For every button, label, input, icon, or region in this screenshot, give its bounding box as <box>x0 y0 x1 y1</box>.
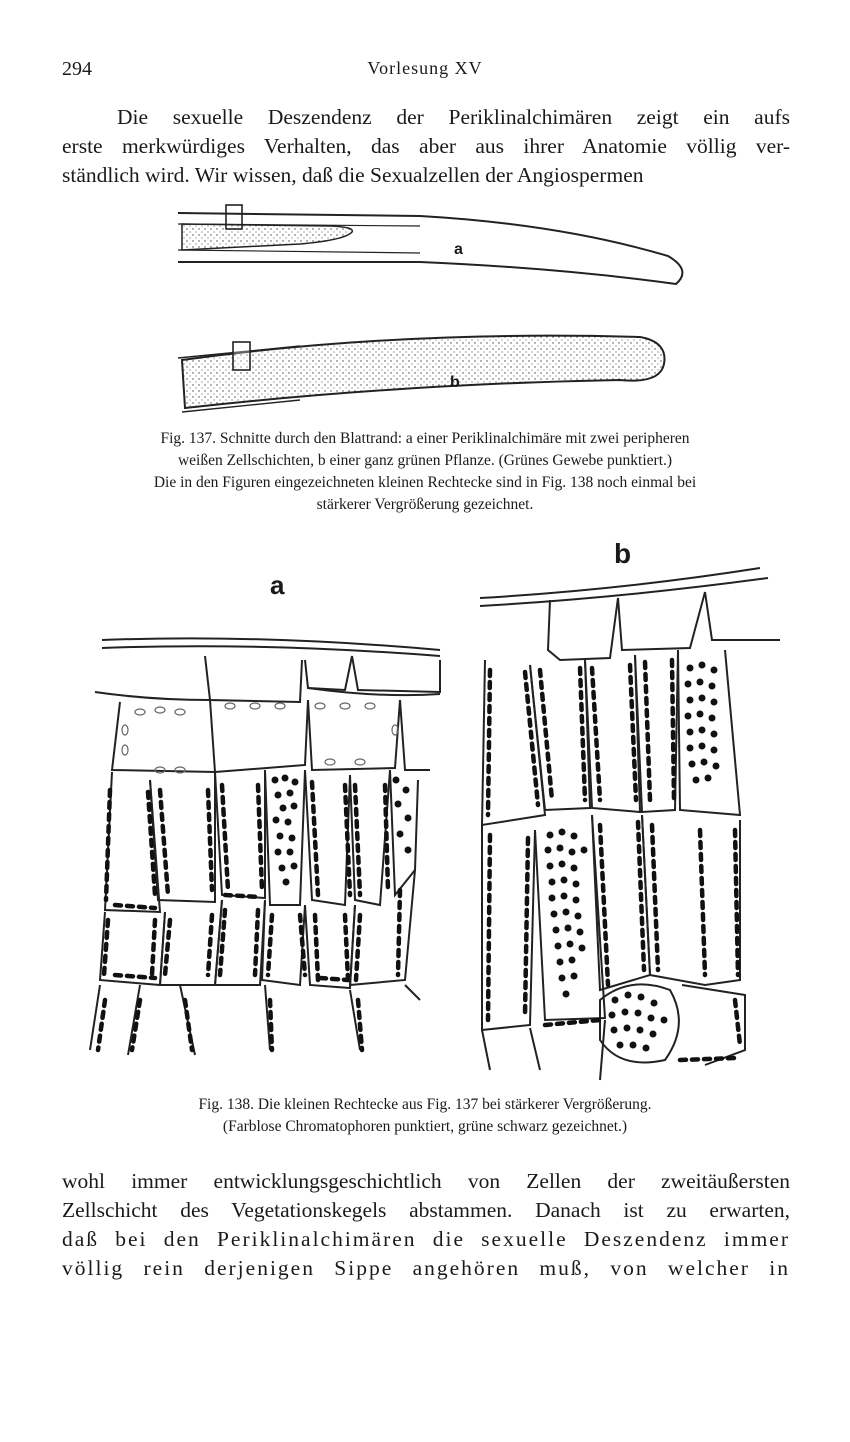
text-line: wohl immer entwicklungsgeschichtlich von Zellen der zweitäußersten <box>62 1169 790 1193</box>
figure-138-caption <box>55 1094 795 1138</box>
figure-138-label-b: b <box>614 538 632 569</box>
caption-line: (Farblose Chromatophoren punktiert, grüne schwarz gezeichnet.) <box>222 1118 628 1135</box>
figure-138-label-a: a <box>270 570 285 600</box>
figure-137-label-b: b <box>450 374 460 391</box>
page-number: 294 <box>62 58 92 80</box>
text-line: Die sexuelle Deszendenz der Periklinalchimären zeigt ein aufs <box>117 105 790 129</box>
caption-line: Fig. 138. Die kleinen Rechtecke aus Fig. 137 bei stärkerer Vergrößerung. <box>198 1096 652 1113</box>
caption-line: Fig. 137. Schnitte durch den Blattrand: a einer Periklinalchimäre mit zwei peripheren <box>160 430 690 447</box>
text-line: erste merkwürdiges Verhalten, das aber aus ihrer Anatomie völlig ver- <box>62 134 790 158</box>
paragraph-bottom <box>62 1167 790 1283</box>
caption-line: weißen Zellschichten, b einer ganz grünen Pflanze. (Grünes Gewebe punktiert.) <box>177 452 673 469</box>
caption-line: Die in den Figuren eingezeichneten kleinen Rechtecke sind in Fig. 138 noch einmal bei <box>153 474 697 491</box>
figure-137-label-a: a <box>454 241 463 258</box>
text-line: ständlich wird. Wir wissen, daß die Sexualzellen der Angiospermen <box>62 163 644 187</box>
running-head: Vorlesung XV <box>367 58 483 78</box>
caption-line: stärkerer Vergrößerung gezeichnet. <box>316 496 534 513</box>
text-line: daß bei den Periklinalchimären die sexuelle Deszendenz immer <box>62 1227 790 1251</box>
pale-chromatophores-a <box>122 703 398 773</box>
text-line: völlig rein derjenigen Sippe angehören muß, von welcher in <box>62 1256 790 1280</box>
text-line: Zellschicht des Vegetationskegels abstammen. Danach ist zu erwarten, <box>62 1198 790 1222</box>
